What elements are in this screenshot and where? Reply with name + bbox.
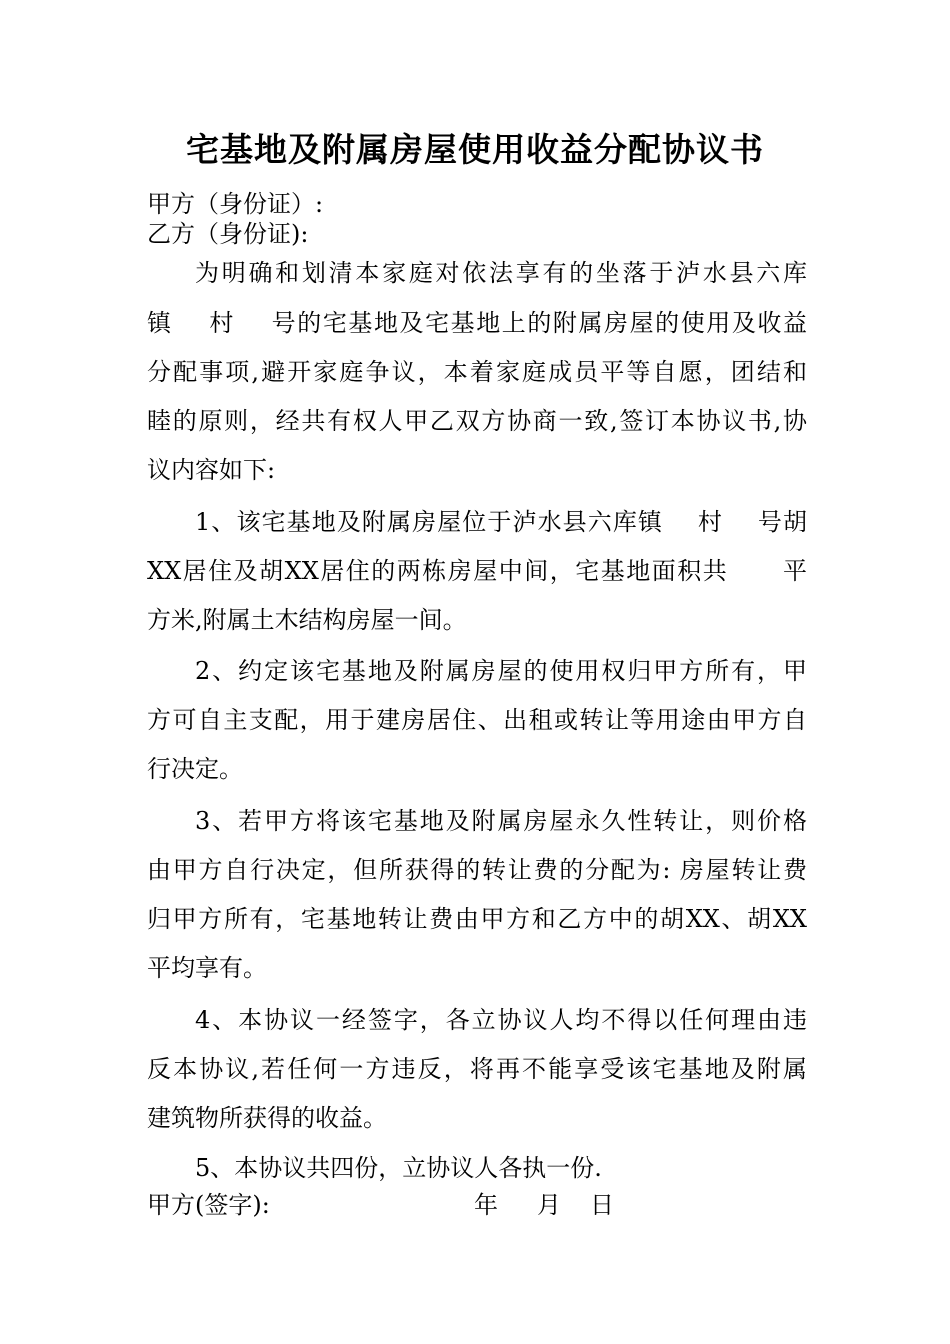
intro-line: 议内容如下: bbox=[147, 456, 276, 484]
clause-3-line: 3、若甲方将该宅基地及附属房屋永久性转让，则价格 bbox=[195, 807, 807, 835]
party-a-line: 甲方（身份证）: bbox=[147, 190, 324, 218]
signature-month: 月 bbox=[537, 1191, 561, 1219]
intro-line: 分配事项,避开家庭争议，本着家庭成员平等自愿，团结和 bbox=[147, 358, 807, 386]
signature-label: 甲方(签字): bbox=[147, 1191, 270, 1219]
intro-line: 睦的原则，经共有权人甲乙双方协商一致,签订本协议书,协 bbox=[147, 407, 807, 435]
intro-line: 为明确和划清本家庭对依法享有的坐落于泸水县六库 bbox=[195, 259, 807, 287]
document-title: 宅基地及附属房屋使用收益分配协议书 bbox=[186, 130, 764, 169]
clause-2-line: 2、约定该宅基地及附属房屋的使用权归甲方所有，甲 bbox=[195, 657, 807, 685]
party-b-line: 乙方（身份证): bbox=[147, 220, 309, 248]
clause-3-line: 归甲方所有，宅基地转让费由甲方和乙方中的胡XX、胡XX bbox=[147, 905, 807, 933]
clause-1-line: XX居住及胡XX居住的两栋房屋中间，宅基地面积共 平 bbox=[147, 557, 807, 585]
clause-5-line: 5、本协议共四份，立协议人各执一份. bbox=[195, 1154, 602, 1182]
clause-2-line: 方可自主支配，用于建房居住、出租或转让等用途由甲方自 bbox=[147, 706, 807, 734]
clause-1-line: 1、该宅基地及附属房屋位于泸水县六库镇 村 号胡 bbox=[195, 508, 807, 536]
clause-2-line: 行决定。 bbox=[147, 755, 243, 783]
clause-4-line: 4、本协议一经签字，各立协议人均不得以任何理由违 bbox=[195, 1006, 807, 1034]
clause-3-line: 由甲方自行决定，但所获得的转让费的分配为: 房屋转让费 bbox=[147, 856, 807, 884]
clause-4-line: 建筑物所获得的收益。 bbox=[147, 1104, 387, 1132]
intro-line: 镇 村 号的宅基地及宅基地上的附属房屋的使用及收益 bbox=[147, 309, 807, 337]
clause-1-line: 方米,附属土木结构房屋一间。 bbox=[147, 606, 467, 634]
signature-day: 日 bbox=[590, 1191, 614, 1219]
clause-4-line: 反本协议,若任何一方违反，将再不能享受该宅基地及附属 bbox=[147, 1055, 807, 1083]
signature-year: 年 bbox=[474, 1191, 498, 1219]
clause-3-line: 平均享有。 bbox=[147, 954, 267, 982]
